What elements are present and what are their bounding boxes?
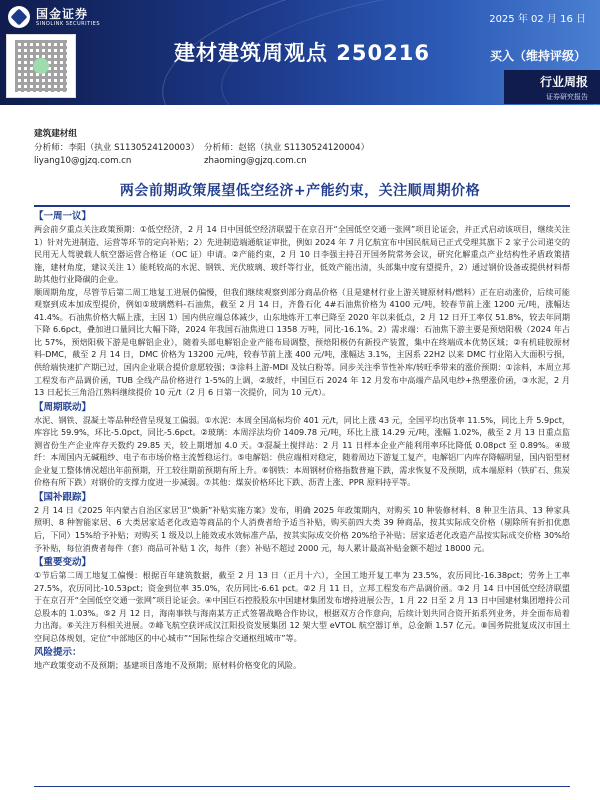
analyst-2 bbox=[204, 142, 374, 169]
logo-name-cn: 国金证券 bbox=[36, 6, 89, 21]
footer-divider bbox=[34, 786, 570, 787]
section-subsidy-para: 2 月 14 日《2025 年内蒙古自治区家居卫“焕新”补贴实施方案》发布，明确 2025 年政策期内，对购买 10 种装修材料、8 种卫生洁具、13 种家具照明、8 种智能家居、6 大类居家适老化改造等商品的个人消费者给予适当补贴，购买前四大类 39 种商品，按其实际成交价格（剔除所有折扣优惠后，下同）15%给予补贴；对购买 1 级及以上能效或水效标准产品，按其实际成交价格 20%给予补贴；居家适老化改造产品按实际成交价格 30%给予补贴，每位消费者每件（套）商品可补贴 1 次，每件（套）补贴不超过 2000 元，每人累计最高补贴金额不超过 18000 元。 bbox=[34, 504, 570, 553]
company-logo bbox=[8, 6, 100, 28]
qr-code-icon bbox=[15, 40, 67, 92]
section-weekly-para-2: 顺周期角度，尽管节后第二周工地复工进展仍偏慢，但我们继续观察到部分商品价格（且是建材行业上游关键原材料/燃料）正在启动涨价，后续可能观察到成本加成型提价，例如①玻璃燃料-石油焦，截至 2 月 14 日，齐鲁石化 4#石油焦价格为 4100 元/吨，较春节前上涨 1200 元/吨，涨幅达 41.4%。石油焦价格大幅上涨，主因 1）国内供应端总体减少，山东地炼开工率已降至 2020 年以来低点，2 月 12 日开工率仅 51.8%，较去年同期下降 6.6pct，叠加进口量同比大幅下降，2024 年我国石油焦进口 1358 万吨，同比-16.1%。2）需求端：石油焦下游主要是预焙阳极（2024 年占比 57%，预焙阳极下游是电解铝企业），随着头部电解铝企业产能布局调整，预焙阳极仍有新投产装置，集中在终端成本优势区域；②有机硅胶原材料-DMC，截至 2 月 14 日，DMC 价格为 13200 元/吨，较春节前上涨 400 元/吨，涨幅达 3.1%，主因系 22H2 以来 DMC 行业陷入大面积亏损，供给端快速扩产期已过，国内企业联合提价意愿较强；③涂料上游-MDI 及钛白粉等。同步关注季节性补库/转旺季带来的涨价预期：①涂料，本周立邦工程发布产品调价函，TUB 全线产品价格进行 1-5%的上调，②玻纤，中国巨石 2024 年 12 月发布中高端产品风电纱+热塑涨价函，③水泥，2 月 13 日起长三角沿江熟料继续提价 10 元/t（2 月 6 日第一次提价，同为 10 元/t）。 bbox=[34, 286, 570, 398]
risk-para: 地产政策变动不及预期；基建项目落地不及预期；原材料价格变化的风险。 bbox=[34, 660, 302, 671]
risk-title: 风险提示： bbox=[34, 647, 82, 659]
analyst-2-email[interactable]: zhaoming@gjzq.com.cn bbox=[204, 156, 307, 166]
section-title-cycle: 【周期联动】 bbox=[34, 401, 92, 413]
report-type-box bbox=[504, 70, 600, 104]
analyst-2-name: 分析师：赵铭（执业 S1130524120004） bbox=[204, 142, 370, 153]
section-title-changes: 【重要变动】 bbox=[34, 557, 92, 569]
analyst-1-name: 分析师：李阳（执业 S1130524120003） bbox=[34, 142, 200, 153]
analyst-1-email[interactable]: liyang10@gjzq.com.cn bbox=[34, 156, 132, 166]
analyst-block bbox=[34, 128, 574, 169]
analyst-1 bbox=[34, 142, 204, 169]
report-date: 2025 年 02 月 16 日 bbox=[489, 14, 586, 25]
report-title: 建材建筑周观点 250216 bbox=[174, 41, 430, 65]
report-header bbox=[0, 0, 600, 118]
page-headline: 两会前期政策展望低空经济+产能约束，关注顺周期价格 bbox=[119, 183, 481, 199]
report-body bbox=[34, 205, 570, 672]
report-type: 行业周报 bbox=[539, 75, 588, 89]
logo-icon bbox=[8, 6, 30, 28]
logo-name-en: SINOLINK SECURITIES bbox=[36, 20, 100, 27]
section-cycle-para: 水泥、钢铁、混凝土等品种经营呈现复工偏弱。①水泥：本周全国高标均价 401 元/t，同比上涨 43 元，全国平均出货率 11.5%，同比上升 5.9pct，库容比 59.9%，环比-5.0pct，同比-5.6pct。②玻璃：本周浮法均价 1409.78 元/吨，环比上涨 14.29 元/吨，涨幅 1.02%，截至 2 月 13 日重点监测省份生产企业库存天数约 29.85 天，较上期增加 4.0 天。③混凝土搅拌站：2 月 11 日样本企业产能利用率环比降低 0.08pct 至 0.89%。④玻纤：本周国内无碱粗纱、电子布市场价格主流暂稳运行。⑤电解铝：供应端相对稳定，随着周边下游复工复产，电解铝厂内库存降幅明显，国内铝型材企业复工整体情况超出年前预期，开工较往期前预期有所上升。⑥钢铁：本周钢材价格指数普遍下跌，需求恢复不及预期，成本端原料（铁矿石、焦炭价格有所下跌）对钢价的支撑力度进一步减弱。⑦其他：煤炭价格环比下跌、沥青上涨、PPR 原料持平等。 bbox=[34, 414, 570, 488]
industry-group: 建筑建材组 bbox=[34, 129, 77, 139]
report-dept: 证券研究报告 bbox=[546, 93, 588, 101]
section-weekly-para-1: 两会前夕重点关注政策预期：①低空经济，2 月 14 日中国低空经济联盟于在京召开“全国低空交通一张网”项目论证会，并正式启动该项目，继续关注 1）针对先进制造、运营等环节的定向补贴；2）先进制造端通航证审批，例如 2024 年 7 月亿航宜布中国民航局已正式受理其旗下 2 家子公司递交的民用无人驾驶载人航空器运营合格证（OC 证）申请。②产能约束，2 月 10 日李强主持召开国务院常务会议，研究化解重点产业结构性矛盾政策措施，建材角度，建议关注 1）能耗较高的水泥、钢铁、光伏玻璃、玻纤等行业，低效产能出清，头部集中度有望提升，2）通过钢价设备或提供材料帮助其他行业降碳的企业。 bbox=[34, 224, 570, 285]
section-title-weekly: 【一周一议】 bbox=[34, 205, 570, 223]
section-changes-para: ①节后第二周工地复工偏慢：根据百年建筑数据，截至 2 月 13 日（正月十六），全国工地开复工率为 23.5%，农历同比-16.38pct；劳务上工率 27.5%，农历同比-10.53pct；资金到位率 35.0%，农历同比-6.61 pct。②2 月 11 日，立邦工程发布产品调价函。③2 月 14 日中国低空经济联盟于在京召开“全国低空交通一张网”项目论证会。④中国巨石控股股东中国建材集团发布增持进展公告，1 月 22 日至 2 月 13 日中国建材集团增持公司总股本的 1.03%。⑤2 月 12 日，海南事铁与海南某方正式签署战略合作协议，根据双方合作意向，后续计划共同合资开拓系列业务，并全面布局着力出海。⑥关注万科相关进展。⑦峰飞航空获评成汉江阳投资发展集团 12 架大型 eVTOL 航空器订单，总金额 1.57 亿元。⑧国务院批复成汉市国土空间总体规划，定位“中部地区的中心城市”“国际性综合交通枢纽城市”等。 bbox=[34, 570, 570, 643]
qr-code bbox=[6, 34, 76, 98]
section-title-subsidy: 【国补跟踪】 bbox=[34, 491, 92, 503]
rating-badge: 买入（维持评级） bbox=[489, 49, 586, 63]
